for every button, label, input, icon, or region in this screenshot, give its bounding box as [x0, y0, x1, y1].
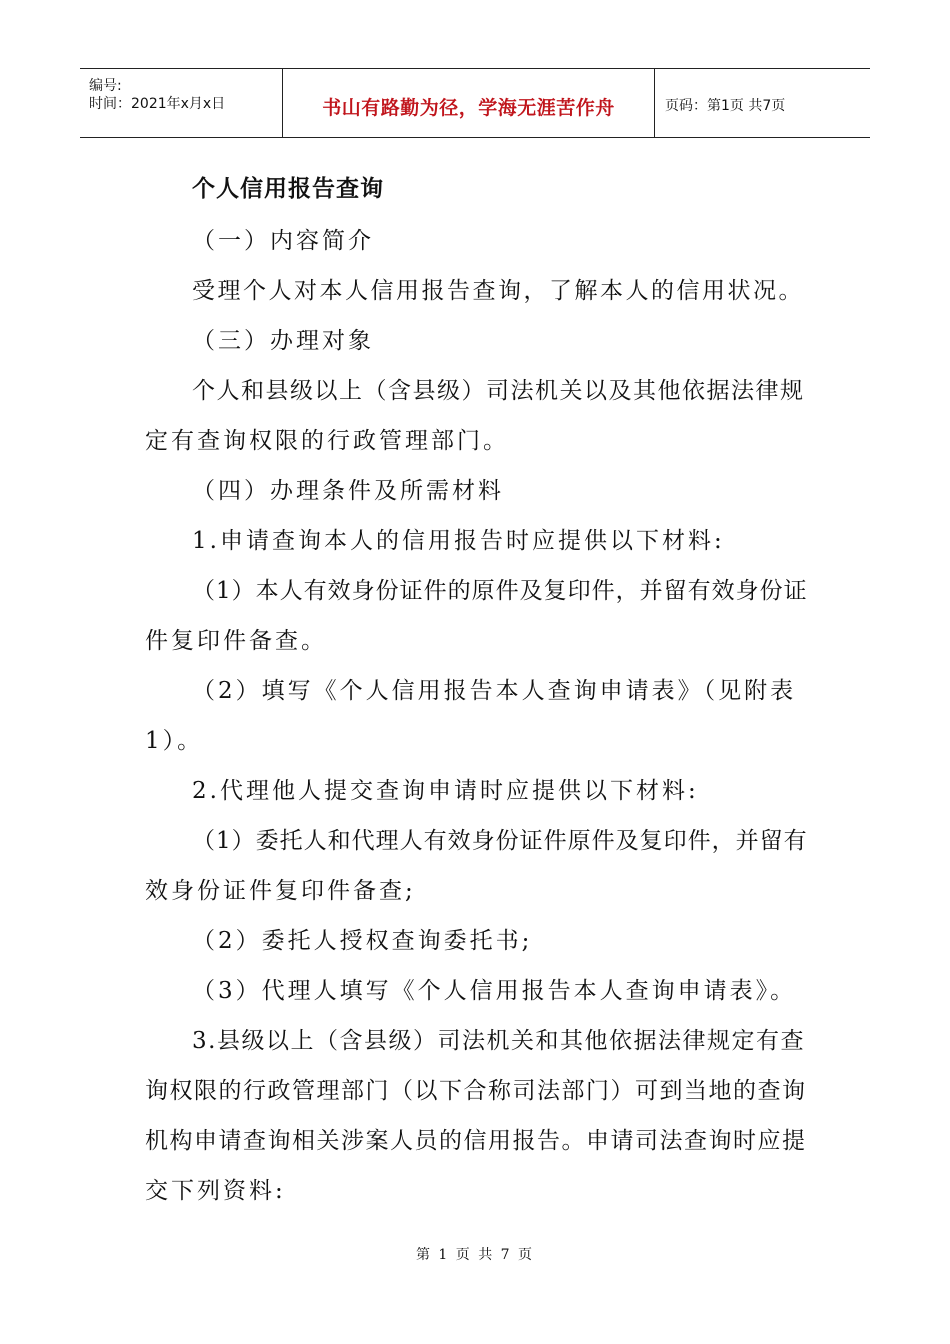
paragraph-line: 个人和县级以上（含县级）司法机关以及其他依据法律规	[192, 378, 805, 404]
section-heading-conditions: （四）办理条件及所需材料	[192, 478, 504, 504]
paragraph-line: 交下列资料:	[145, 1178, 286, 1204]
paragraph-line: 1）。	[145, 728, 204, 754]
paragraph-line: 询权限的行政管理部门（以下合称司法部门）可到当地的查询	[145, 1078, 807, 1104]
paragraph-line: 1.申请查询本人的信用报告时应提供以下材料:	[192, 528, 725, 554]
document-title: 个人信用报告查询	[192, 175, 384, 202]
section-heading-intro: （一）内容简介	[192, 228, 374, 254]
header-motto: 书山有路勤为径，学海无涯苦作舟	[322, 97, 615, 119]
paragraph-line: 受理个人对本人信用报告查询，了解本人的信用状况。	[192, 278, 804, 304]
document-time-label: 时间：2021年x月x日	[89, 96, 226, 112]
document-number-label: 编号:	[89, 78, 122, 94]
page-footer: 第 1 页 共 7 页	[415, 1247, 535, 1263]
header-middle-cell	[283, 69, 655, 137]
paragraph-line: （2）填写《个人信用报告本人查询申请表》（见附表	[192, 678, 797, 704]
paragraph-line: （3）代理人填写《个人信用报告本人查询申请表》。	[192, 978, 797, 1004]
header-right-cell	[655, 69, 870, 137]
paragraph-line: （1）本人有效身份证件的原件及复印件，并留有效身份证	[192, 578, 808, 604]
paragraph-line: 定有查询权限的行政管理部门。	[145, 428, 509, 454]
paragraph-line: 件复印件备查。	[145, 628, 327, 654]
paragraph-line: （2）委托人授权查询委托书;	[192, 928, 533, 954]
paragraph-line: 2.代理他人提交查询申请时应提供以下材料:	[192, 778, 699, 804]
page-header	[80, 68, 870, 138]
section-heading-target: （三）办理对象	[192, 328, 374, 354]
header-page-info: 页码：第1页 共7页	[665, 98, 786, 114]
header-left-cell	[80, 69, 283, 137]
paragraph-line: （1）委托人和代理人有效身份证件原件及复印件，并留有	[192, 828, 808, 854]
paragraph-line: 3.县级以上（含县级）司法机关和其他依据法律规定有查	[192, 1028, 805, 1054]
paragraph-line: 机构申请查询相关涉案人员的信用报告。申请司法查询时应提	[145, 1128, 807, 1154]
paragraph-line: 效身份证件复印件备查;	[145, 878, 416, 904]
